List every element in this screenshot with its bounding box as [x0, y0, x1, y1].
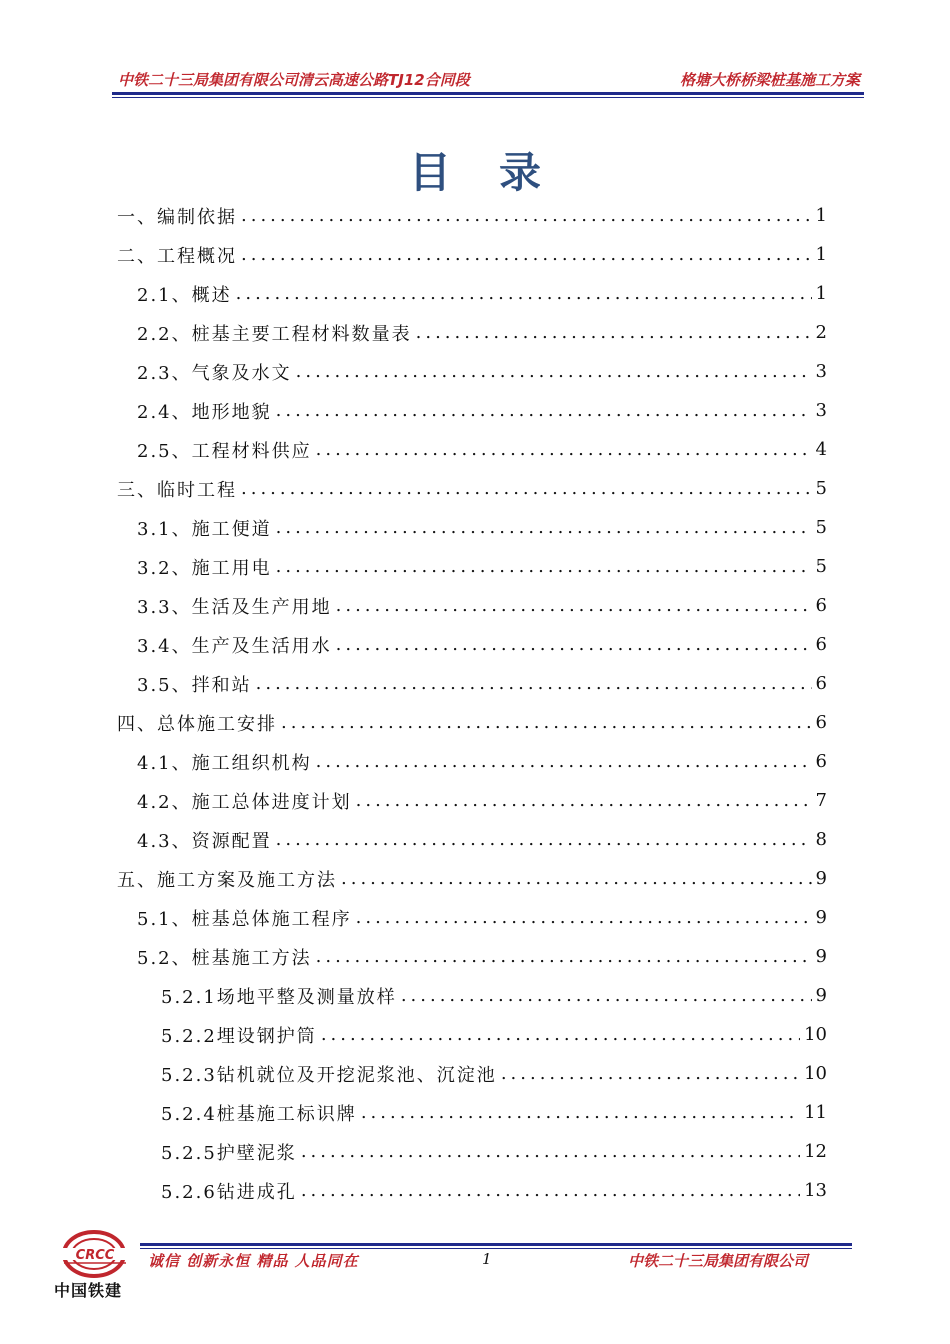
toc-entry[interactable] — [117, 508, 827, 547]
toc-entry-page: 9 — [815, 985, 827, 1006]
toc-entry-page: 6 — [815, 634, 827, 655]
toc-entry[interactable] — [117, 352, 827, 391]
footer-slogan: 诚信 创新永恒 精品 人品同在 — [148, 1252, 359, 1270]
toc-entry-page: 1 — [815, 244, 827, 265]
header-rule-thin — [112, 97, 864, 98]
toc-entry-page: 10 — [804, 1063, 827, 1084]
toc-entry[interactable] — [117, 820, 827, 859]
toc-entry-title: 5.2、桩基施工方法 — [137, 947, 312, 969]
toc-leader-dots — [241, 205, 812, 226]
toc-leader-dots — [336, 595, 812, 616]
toc-entry-page: 6 — [815, 712, 827, 733]
footer-rule-thin — [140, 1248, 852, 1249]
toc-entry[interactable] — [117, 469, 827, 508]
toc-entry[interactable] — [117, 703, 827, 742]
toc-entry-title: 5.2.4桩基施工标识牌 — [161, 1103, 357, 1125]
toc-leader-dots — [276, 829, 812, 850]
toc-entry[interactable] — [117, 391, 827, 430]
toc-entry[interactable] — [117, 1015, 827, 1054]
toc-entry-page: 6 — [815, 595, 827, 616]
header-rule — [112, 92, 864, 95]
toc-leader-dots — [276, 556, 812, 577]
toc-entry-page: 6 — [815, 751, 827, 772]
logo-text: 中国铁建 — [54, 1281, 123, 1300]
toc-entry-title: 三、临时工程 — [117, 479, 237, 501]
toc-leader-dots — [356, 907, 812, 928]
toc-leader-dots — [336, 634, 812, 655]
toc-entry[interactable] — [117, 313, 827, 352]
toc-leader-dots — [321, 1024, 800, 1045]
toc-leader-dots — [416, 322, 812, 343]
toc-entry-title: 2.5、工程材料供应 — [137, 440, 312, 462]
toc-entry-title: 2.3、气象及水文 — [137, 362, 292, 384]
toc-entry[interactable] — [117, 235, 827, 274]
footer-company: 中铁二十三局集团有限公司 — [627, 1252, 808, 1270]
toc-entry-title: 5.2.1场地平整及测量放样 — [161, 986, 397, 1008]
toc-entry-page: 2 — [815, 322, 827, 343]
toc-entry-page: 1 — [815, 283, 827, 304]
toc-leader-dots — [256, 673, 812, 694]
toc-leader-dots — [356, 790, 812, 811]
toc-entry-page: 1 — [815, 205, 827, 226]
toc-entry[interactable] — [117, 937, 827, 976]
toc-entry-page: 7 — [815, 790, 827, 811]
toc-entry-title: 3.5、拌和站 — [137, 674, 252, 696]
toc-entry-title: 5.2.6钻进成孔 — [161, 1181, 297, 1203]
toc-entry[interactable] — [117, 1171, 827, 1210]
toc-entry[interactable] — [117, 742, 827, 781]
toc-entry-title: 3.1、施工便道 — [137, 518, 272, 540]
toc-entry-page: 3 — [815, 361, 827, 382]
toc-entry[interactable] — [117, 1054, 827, 1093]
toc-leader-dots — [296, 361, 812, 382]
toc-leader-dots — [316, 946, 812, 967]
toc-entry-page: 3 — [815, 400, 827, 421]
toc-entry-title: 五、施工方案及施工方法 — [117, 869, 337, 891]
toc-entry[interactable] — [117, 1132, 827, 1171]
toc-entry[interactable] — [117, 898, 827, 937]
toc-entry-page: 11 — [804, 1102, 827, 1123]
toc-entry-title: 3.4、生产及生活用水 — [137, 635, 332, 657]
toc-leader-dots — [341, 868, 812, 889]
toc-entry[interactable] — [117, 859, 827, 898]
toc-entry[interactable] — [117, 274, 827, 313]
toc-entry-title: 4.2、施工总体进度计划 — [137, 791, 352, 813]
footer-rule — [140, 1243, 852, 1246]
toc-leader-dots — [301, 1141, 800, 1162]
toc-entry[interactable] — [117, 547, 827, 586]
toc-entry-page: 9 — [815, 946, 827, 967]
toc-entry[interactable] — [117, 781, 827, 820]
toc-leader-dots — [316, 439, 812, 460]
toc-leader-dots — [241, 244, 812, 265]
toc-leader-dots — [276, 400, 812, 421]
toc-entry[interactable] — [117, 196, 827, 235]
toc-entry-page: 5 — [815, 478, 827, 499]
toc-entry-page: 8 — [815, 829, 827, 850]
toc-entry[interactable] — [117, 430, 827, 469]
toc-leader-dots — [501, 1063, 800, 1084]
header-right-text: 格塘大桥桥梁桩基施工方案 — [679, 71, 860, 89]
toc-entry-title: 4.3、资源配置 — [137, 830, 272, 852]
toc-entry-title: 4.1、施工组织机构 — [137, 752, 312, 774]
footer-page-number: 1 — [482, 1250, 492, 1268]
toc-entry-page: 10 — [804, 1024, 827, 1045]
toc-entry-page: 4 — [815, 439, 827, 460]
toc-entry[interactable] — [117, 1093, 827, 1132]
toc-leader-dots — [316, 751, 812, 772]
toc-entry-title: 一、编制依据 — [117, 206, 237, 228]
toc-entry-page: 12 — [804, 1141, 827, 1162]
toc-leader-dots — [276, 517, 812, 538]
toc-entry-title: 2.4、地形地貌 — [137, 401, 272, 423]
toc-entry[interactable] — [117, 625, 827, 664]
toc-entry[interactable] — [117, 976, 827, 1015]
table-of-contents — [117, 196, 827, 1210]
toc-entry-title: 3.3、生活及生产用地 — [137, 596, 332, 618]
toc-entry-title: 5.2.2埋设钢护筒 — [161, 1025, 317, 1047]
toc-leader-dots — [281, 712, 812, 733]
toc-entry-title: 5.1、桩基总体施工程序 — [137, 908, 352, 930]
toc-entry-title: 5.2.5护壁泥浆 — [161, 1142, 297, 1164]
toc-leader-dots — [361, 1102, 800, 1123]
toc-entry-title: 5.2.3钻机就位及开挖泥浆池、沉淀池 — [161, 1064, 497, 1086]
toc-leader-dots — [241, 478, 812, 499]
toc-entry-title: 四、总体施工安排 — [117, 713, 277, 735]
header-left-text: 中铁二十三局集团有限公司清云高速公路TJ12合同段 — [118, 71, 470, 89]
toc-entry-page: 9 — [815, 868, 827, 889]
toc-entry-page: 9 — [815, 907, 827, 928]
logo-mark-text: CRCC — [75, 1248, 115, 1263]
toc-entry[interactable] — [117, 586, 827, 625]
toc-leader-dots — [401, 985, 812, 1006]
toc-entry-title: 2.2、桩基主要工程材料数量表 — [137, 323, 412, 345]
toc-leader-dots — [236, 283, 812, 304]
page-header — [112, 66, 862, 90]
toc-entry-title: 3.2、施工用电 — [137, 557, 272, 579]
toc-entry-page: 6 — [815, 673, 827, 694]
page-footer — [140, 1250, 852, 1274]
toc-entry-title: 2.1、概述 — [137, 284, 232, 306]
toc-entry-title: 二、工程概况 — [117, 245, 237, 267]
toc-entry[interactable] — [117, 664, 827, 703]
toc-leader-dots — [301, 1180, 800, 1201]
toc-entry-page: 5 — [815, 517, 827, 538]
toc-entry-page: 13 — [804, 1180, 827, 1201]
page-title: 目录 — [408, 148, 589, 197]
toc-entry-page: 5 — [815, 556, 827, 577]
